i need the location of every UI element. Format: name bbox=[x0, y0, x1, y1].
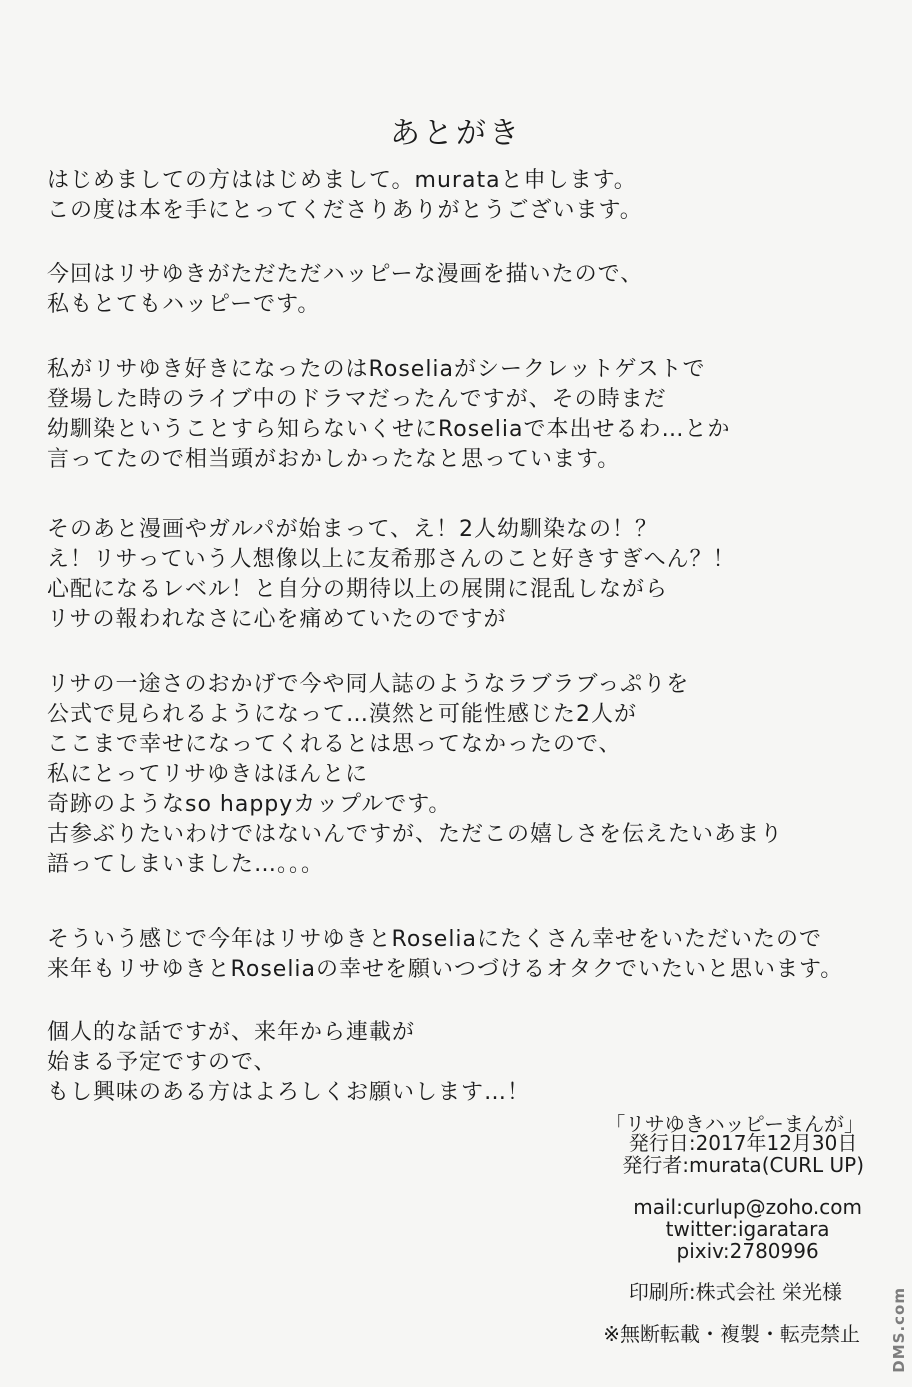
book-title: 「リサゆきハッピーまんが」 bbox=[605, 1112, 864, 1136]
body-line: 古参ぶりたいわけではないんですが、ただこの嬉しさを伝えたいあまり bbox=[47, 822, 784, 847]
body-line: そのあと漫画やガルパが始まって、え！2人幼馴染なの！？ bbox=[47, 517, 659, 542]
publish-date: 発行日:2017年12月30日 bbox=[628, 1131, 858, 1155]
reprint-notice: ※無断転載・複製・転売禁止 bbox=[603, 1322, 860, 1346]
body-line: 登場した時のライブ中のドラマだったんですが、その時まだ bbox=[47, 387, 667, 412]
publication-info bbox=[622, 1132, 864, 1176]
body-line: 来年もリサゆきとRoseliaの幸せを願いつづけるオタクでいたいと思います。 bbox=[47, 957, 844, 982]
publisher: 発行者:murata(CURL UP) bbox=[622, 1153, 864, 1177]
body-line: この度は本を手にとってくださりありがとうございます。 bbox=[47, 198, 643, 223]
body-line: リサの報われなさに心を痛めていたのですが bbox=[47, 607, 507, 632]
body-line: 奇跡のようなso happyカップルです。 bbox=[47, 792, 452, 817]
body-line: 公式で見られるようになって…漠然と可能性感じた2人が bbox=[47, 702, 637, 727]
watermark-logo: DMS.com bbox=[890, 1287, 908, 1373]
body-line: もし興味のある方はよろしくお願いします…！ bbox=[47, 1080, 531, 1105]
body-line: 始まる予定ですので、 bbox=[47, 1050, 277, 1075]
contact-mail: mail:curlup@zoho.com bbox=[633, 1195, 862, 1219]
body-line: ここまで幸せになってくれるとは思ってなかったので、 bbox=[47, 732, 622, 757]
body-line: 幼馴染ということすら知らないくせにRoseliaで本出せるわ…とか bbox=[47, 417, 731, 442]
body-line: 私もとてもハッピーです。 bbox=[47, 292, 321, 317]
body-line: はじめましての方ははじめまして。murataと申します。 bbox=[47, 168, 637, 193]
body-line: 心配になるレベル！と自分の期待以上の展開に混乱しながら bbox=[47, 577, 669, 602]
body-line: え！リサっていう人想像以上に友希那さんのこと好きすぎへん？！ bbox=[47, 547, 736, 572]
body-line: 語ってしまいました…。。。 bbox=[47, 852, 325, 877]
contact-twitter: twitter:igaratara bbox=[665, 1217, 830, 1241]
body-line: 今回はリサゆきがただただハッピーな漫画を描いたので、 bbox=[47, 262, 644, 287]
printer: 印刷所:株式会社 栄光様 bbox=[628, 1280, 842, 1304]
body-line: 私にとってリサゆきはほんとに bbox=[47, 762, 369, 787]
body-line: 個人的な話ですが、来年から連載が bbox=[47, 1020, 416, 1045]
contact-info bbox=[633, 1196, 862, 1262]
body-line: そういう感じで今年はリサゆきとRoseliaにたくさん幸せをいただいたので bbox=[47, 927, 823, 952]
page-title: あとがき bbox=[390, 116, 522, 151]
contact-pixiv: pixiv:2780996 bbox=[676, 1239, 819, 1263]
body-line: 私がリサゆき好きになったのはRoseliaがシークレットゲストで bbox=[47, 357, 706, 382]
body-line: リサの一途さのおかげで今や同人誌のようなラブラブっぷりを bbox=[47, 672, 690, 697]
body-line: 言ってたので相当頭がおかしかったなと思っています。 bbox=[47, 447, 621, 472]
